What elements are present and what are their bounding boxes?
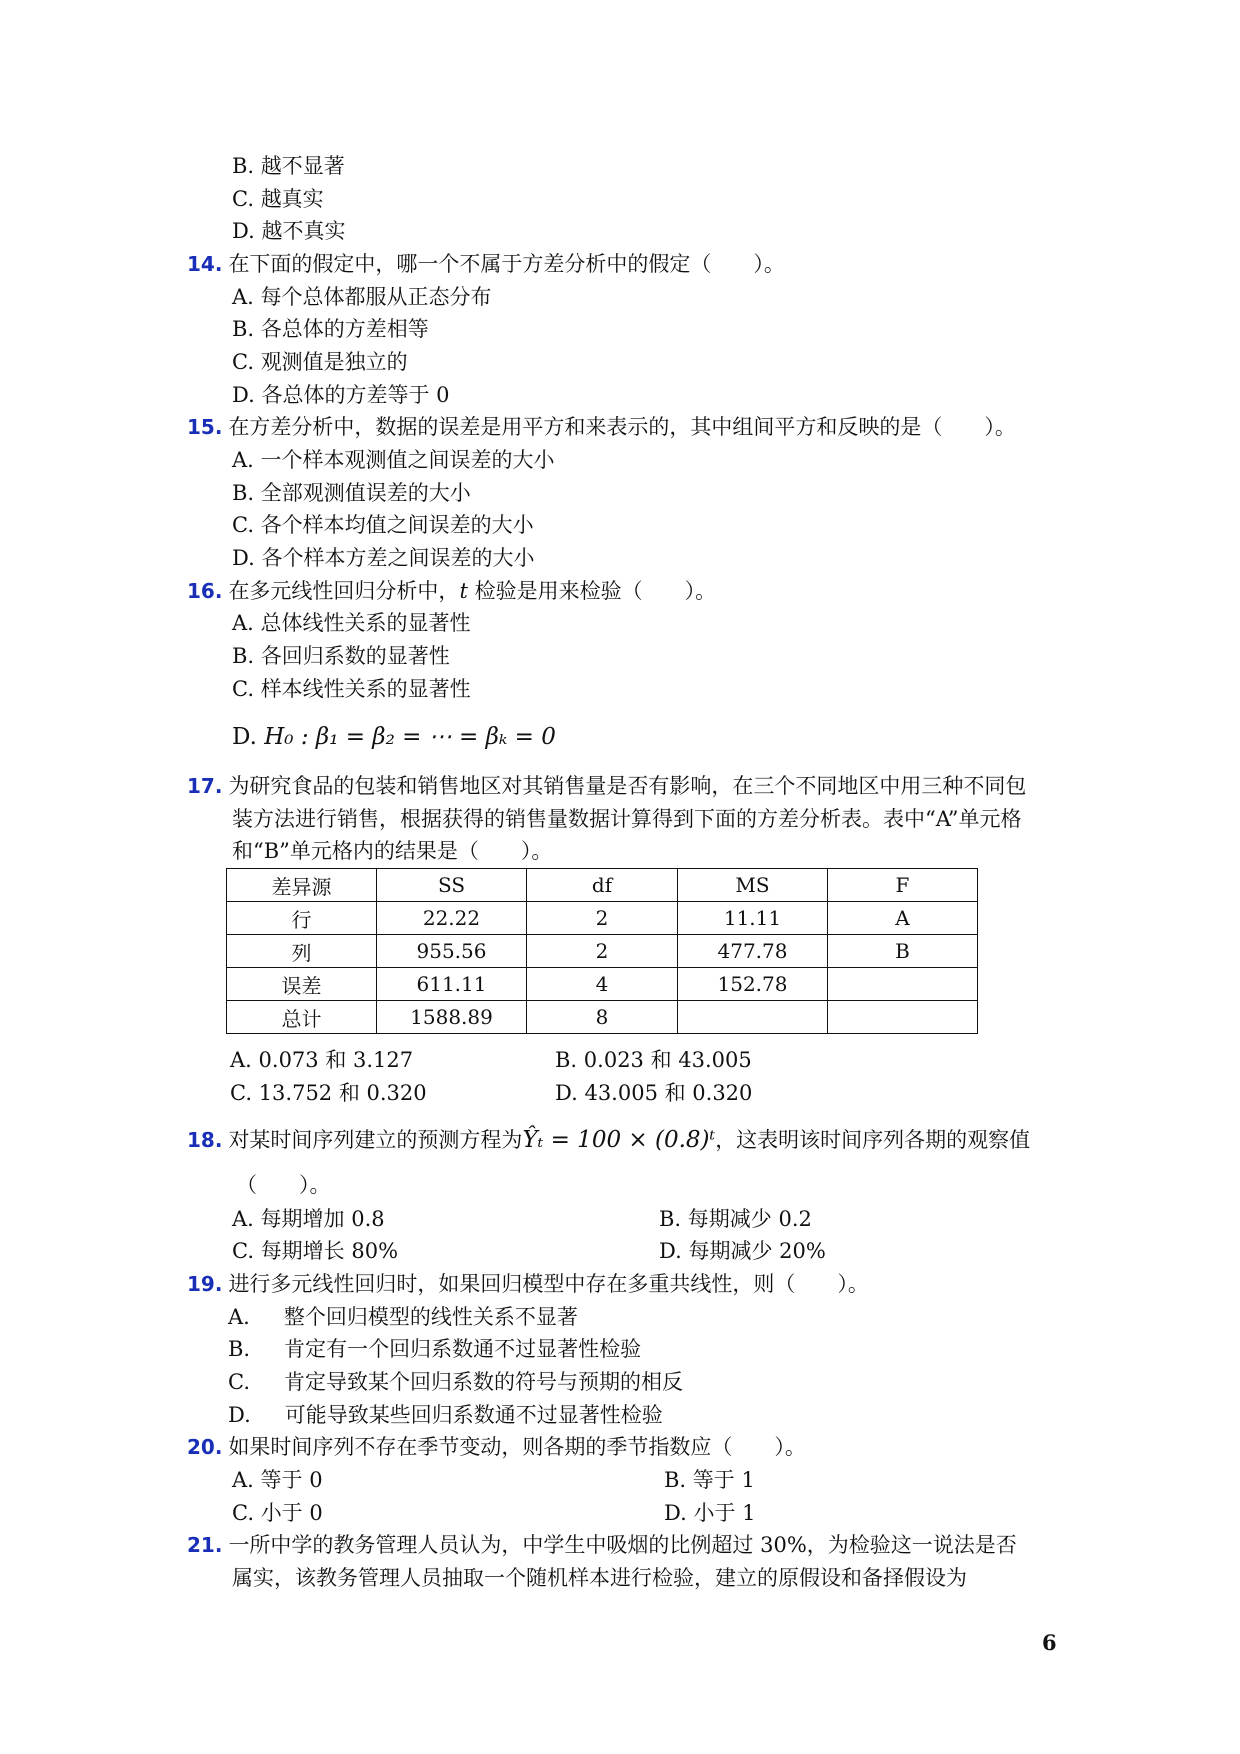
q18-option-c: C. 每期增长 80%	[232, 1239, 399, 1263]
q20-option-a: A. 等于 0	[232, 1468, 323, 1492]
q20-stem: 20. 如果时间序列不存在季节变动，则各期的季节指数应（ ）。	[187, 1435, 806, 1459]
q17-stem-line3: 和“B”单元格内的结果是（ ）。	[232, 839, 553, 863]
q18-stem: 18. 对某时间序列建立的预测方程为Ŷₜ = 100 × (0.8)ᵗ，这表明该时间序列各期的观察值	[187, 1127, 1031, 1153]
table-row	[227, 902, 978, 935]
table-row	[227, 935, 978, 968]
table-cell: 477.78	[678, 935, 828, 968]
table-cell: 11.11	[678, 902, 828, 935]
q19-option-c: C. 肯定导致某个回归系数的符号与预期的相反	[228, 1370, 683, 1394]
q17-option-b: B. 0.023 和 43.005	[555, 1048, 752, 1072]
table-cell: 1588.89	[377, 1001, 527, 1034]
table-cell: B	[828, 935, 978, 968]
table-cell	[828, 968, 978, 1001]
table-cell: 误差	[227, 968, 377, 1001]
q16-option-a: A. 总体线性关系的显著性	[232, 611, 471, 635]
q13-option-c: C. 越真实	[232, 187, 324, 211]
q19-stem: 19. 进行多元线性回归时，如果回归模型中存在多重共线性，则（ ）。	[187, 1272, 869, 1296]
q18-formula: Ŷₜ = 100 × (0.8)ᵗ	[522, 1127, 716, 1153]
table-cell: 列	[227, 935, 377, 968]
q15-option-b: B. 全部观测值误差的大小	[232, 481, 471, 505]
q14-option-b: B. 各总体的方差相等	[232, 317, 429, 341]
q18-stem-line2: （ ）。	[236, 1173, 331, 1197]
q21-stem-line2: 属实，该教务管理人员抽取一个随机样本进行检验，建立的原假设和备择假设为	[232, 1566, 967, 1590]
table-cell: 955.56	[377, 935, 527, 968]
q19-option-b: B. 肯定有一个回归系数通不过显著性检验	[228, 1337, 642, 1361]
q13-option-d: D. 越不真实	[232, 219, 346, 243]
q20-option-d: D. 小于 1	[664, 1501, 756, 1525]
q15-stem: 15. 在方差分析中，数据的误差是用平方和来表示的，其中组间平方和反映的是（ ）。	[187, 415, 1016, 439]
table-cell	[678, 1001, 828, 1034]
q16-stem: 16. 在多元线性回归分析中，t 检验是用来检验（ ）。	[187, 579, 717, 603]
header-cell: 差异源	[227, 869, 377, 902]
table-header-row	[227, 869, 978, 902]
q17-option-c: C. 13.752 和 0.320	[230, 1081, 427, 1105]
table-cell: 2	[527, 902, 678, 935]
q19-option-d: D. 可能导致某些回归系数通不过显著性检验	[228, 1403, 663, 1427]
table-cell: 4	[527, 968, 678, 1001]
page-number: 6	[1042, 1630, 1057, 1655]
header-cell: F	[828, 869, 978, 902]
q21-stem-line1: 21. 一所中学的教务管理人员认为，中学生中吸烟的比例超过 30%，为检验这一说法是否	[187, 1533, 1017, 1557]
q20-option-b: B. 等于 1	[664, 1468, 755, 1492]
q17-option-a: A. 0.073 和 3.127	[230, 1048, 414, 1072]
header-cell: MS	[678, 869, 828, 902]
header-cell: df	[527, 869, 678, 902]
q17-option-d: D. 43.005 和 0.320	[555, 1081, 753, 1105]
q19-option-a: A. 整个回归模型的线性关系不显著	[228, 1305, 578, 1329]
q13-option-b: B. 越不显著	[232, 154, 345, 178]
q16-option-d-formula: D. H₀ : β₁ = β₂ = ⋯ = βₖ = 0	[232, 724, 556, 750]
q14-option-d: D. 各总体的方差等于 0	[232, 383, 450, 407]
table-cell: 总计	[227, 1001, 377, 1034]
q14-option-a: A. 每个总体都服从正态分布	[232, 285, 492, 309]
q16-option-c: C. 样本线性关系的显著性	[232, 677, 471, 701]
header-cell: SS	[377, 869, 527, 902]
q15-option-a: A. 一个样本观测值之间误差的大小	[232, 448, 555, 472]
table-cell: 8	[527, 1001, 678, 1034]
q20-option-c: C. 小于 0	[232, 1501, 323, 1525]
q17-stem-line2: 装方法进行销售，根据获得的销售量数据计算得到下面的方差分析表。表中“A”单元格	[232, 807, 1022, 831]
table-cell: 611.11	[377, 968, 527, 1001]
table-cell	[828, 1001, 978, 1034]
q17-stem-line1: 17. 为研究食品的包装和销售地区对其销售量是否有影响，在三个不同地区中用三种不同包	[187, 774, 1027, 798]
q15-option-c: C. 各个样本均值之间误差的大小	[232, 513, 534, 537]
q14-stem: 14. 在下面的假定中，哪一个不属于方差分析中的假定（ ）。	[187, 252, 785, 276]
table-cell: A	[828, 902, 978, 935]
q15-option-d: D. 各个样本方差之间误差的大小	[232, 546, 535, 570]
q14-option-c: C. 观测值是独立的	[232, 350, 408, 374]
q16-option-b: B. 各回归系数的显著性	[232, 644, 450, 668]
table-cell: 22.22	[377, 902, 527, 935]
anova-table	[226, 868, 978, 1034]
q18-option-b: B. 每期减少 0.2	[659, 1207, 812, 1231]
table-cell: 2	[527, 935, 678, 968]
q18-option-a: A. 每期增加 0.8	[232, 1207, 385, 1231]
table-cell: 行	[227, 902, 377, 935]
table-cell: 152.78	[678, 968, 828, 1001]
table-row	[227, 1001, 978, 1034]
table-row	[227, 968, 978, 1001]
q18-option-d: D. 每期减少 20%	[659, 1239, 826, 1263]
